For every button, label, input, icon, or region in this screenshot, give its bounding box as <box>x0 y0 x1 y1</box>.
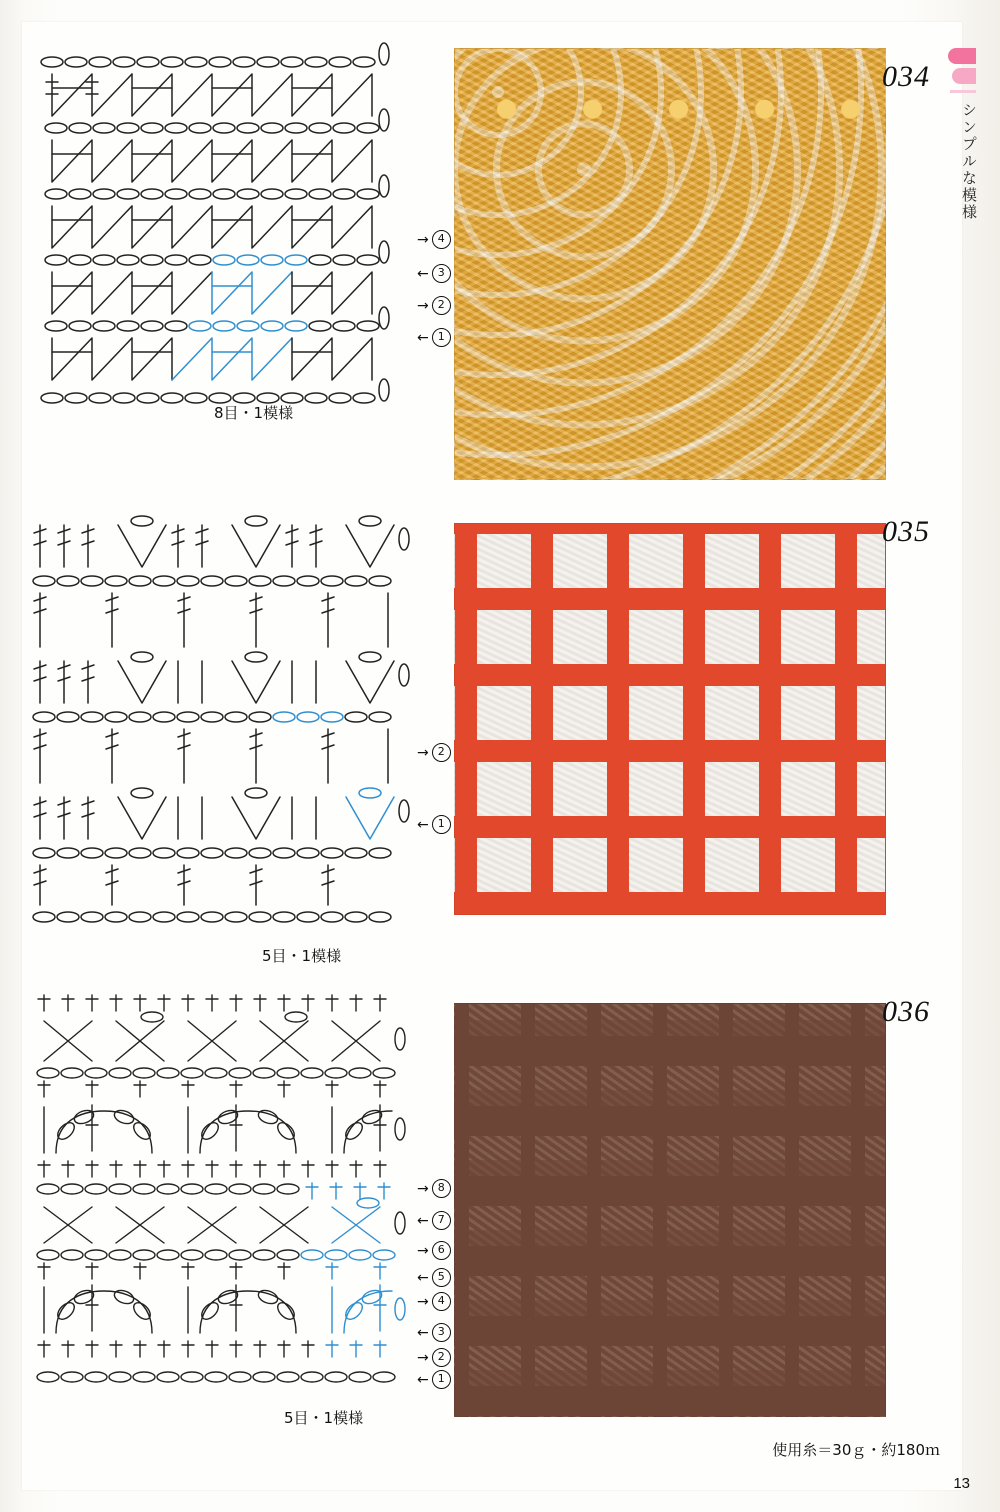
pattern-number-034: 034 <box>882 60 930 93</box>
repeat-caption-036: 5目・1模様 <box>284 1409 364 1427</box>
row-arrow: → <box>417 1242 429 1259</box>
swatch-photo-035 <box>454 523 886 915</box>
row-arrow: ← <box>417 265 429 282</box>
row-arrow: → <box>417 297 429 314</box>
row-number: 1 <box>432 815 451 834</box>
row-marker-034-4 <box>414 230 451 249</box>
row-number: 3 <box>432 1323 451 1342</box>
row-arrow: → <box>417 1293 429 1310</box>
row-arrow: ← <box>417 1212 429 1229</box>
tab-rule-1 <box>950 90 976 93</box>
row-arrow: ← <box>417 1269 429 1286</box>
row-number: 2 <box>432 1348 451 1367</box>
row-marker-034-2 <box>414 296 451 315</box>
side-tab <box>948 40 994 290</box>
row-number: 1 <box>432 1370 451 1389</box>
tab-marker-secondary <box>952 68 976 84</box>
pattern-number-035: 035 <box>882 515 930 548</box>
row-number: 4 <box>432 1292 451 1311</box>
row-arrow: ← <box>417 1324 429 1341</box>
row-marker-036-3 <box>414 1323 451 1342</box>
pattern-section-034 <box>22 30 930 480</box>
row-marker-036-4 <box>414 1292 451 1311</box>
yarn-usage-note: 使用糸＝30ｇ・約180ｍ <box>772 1441 940 1459</box>
pattern-section-036 <box>22 985 930 1435</box>
swatch-photo-036 <box>454 1003 886 1417</box>
pattern-number-036: 036 <box>882 995 930 1028</box>
row-marker-034-1 <box>414 328 451 347</box>
swatch-photo-034 <box>454 48 886 480</box>
row-marker-036-2 <box>414 1348 451 1367</box>
row-arrow: → <box>417 1180 429 1197</box>
row-arrow: → <box>417 231 429 248</box>
row-arrow: ← <box>417 329 429 346</box>
row-marker-034-3 <box>414 264 451 283</box>
row-arrow: → <box>417 744 429 761</box>
row-number: 2 <box>432 743 451 762</box>
row-marker-036-1 <box>414 1370 451 1389</box>
row-number: 7 <box>432 1211 451 1230</box>
row-arrow: ← <box>417 816 429 833</box>
row-marker-036-6 <box>414 1241 451 1260</box>
row-number: 1 <box>432 328 451 347</box>
row-marker-035-2 <box>414 743 451 762</box>
row-number: 6 <box>432 1241 451 1260</box>
row-number: 4 <box>432 230 451 249</box>
side-tab-label: シンプルな模様 <box>960 102 978 221</box>
row-marker-036-5 <box>414 1268 451 1287</box>
row-number: 5 <box>432 1268 451 1287</box>
row-number: 8 <box>432 1179 451 1198</box>
page-number: 13 <box>953 1475 970 1492</box>
row-number: 2 <box>432 296 451 315</box>
stitch-chart-035 <box>22 505 442 965</box>
row-marker-036-7 <box>414 1211 451 1230</box>
pattern-section-035 <box>22 505 930 965</box>
stitch-chart-036 <box>22 985 442 1435</box>
row-marker-035-1 <box>414 815 451 834</box>
row-arrow: → <box>417 1349 429 1366</box>
row-number: 3 <box>432 264 451 283</box>
row-arrow: ← <box>417 1371 429 1388</box>
row-marker-036-8 <box>414 1179 451 1198</box>
tab-marker-primary <box>948 48 976 64</box>
repeat-caption-035: 5目・1模様 <box>262 947 342 965</box>
repeat-caption-034: 8目・1模様 <box>214 404 294 422</box>
